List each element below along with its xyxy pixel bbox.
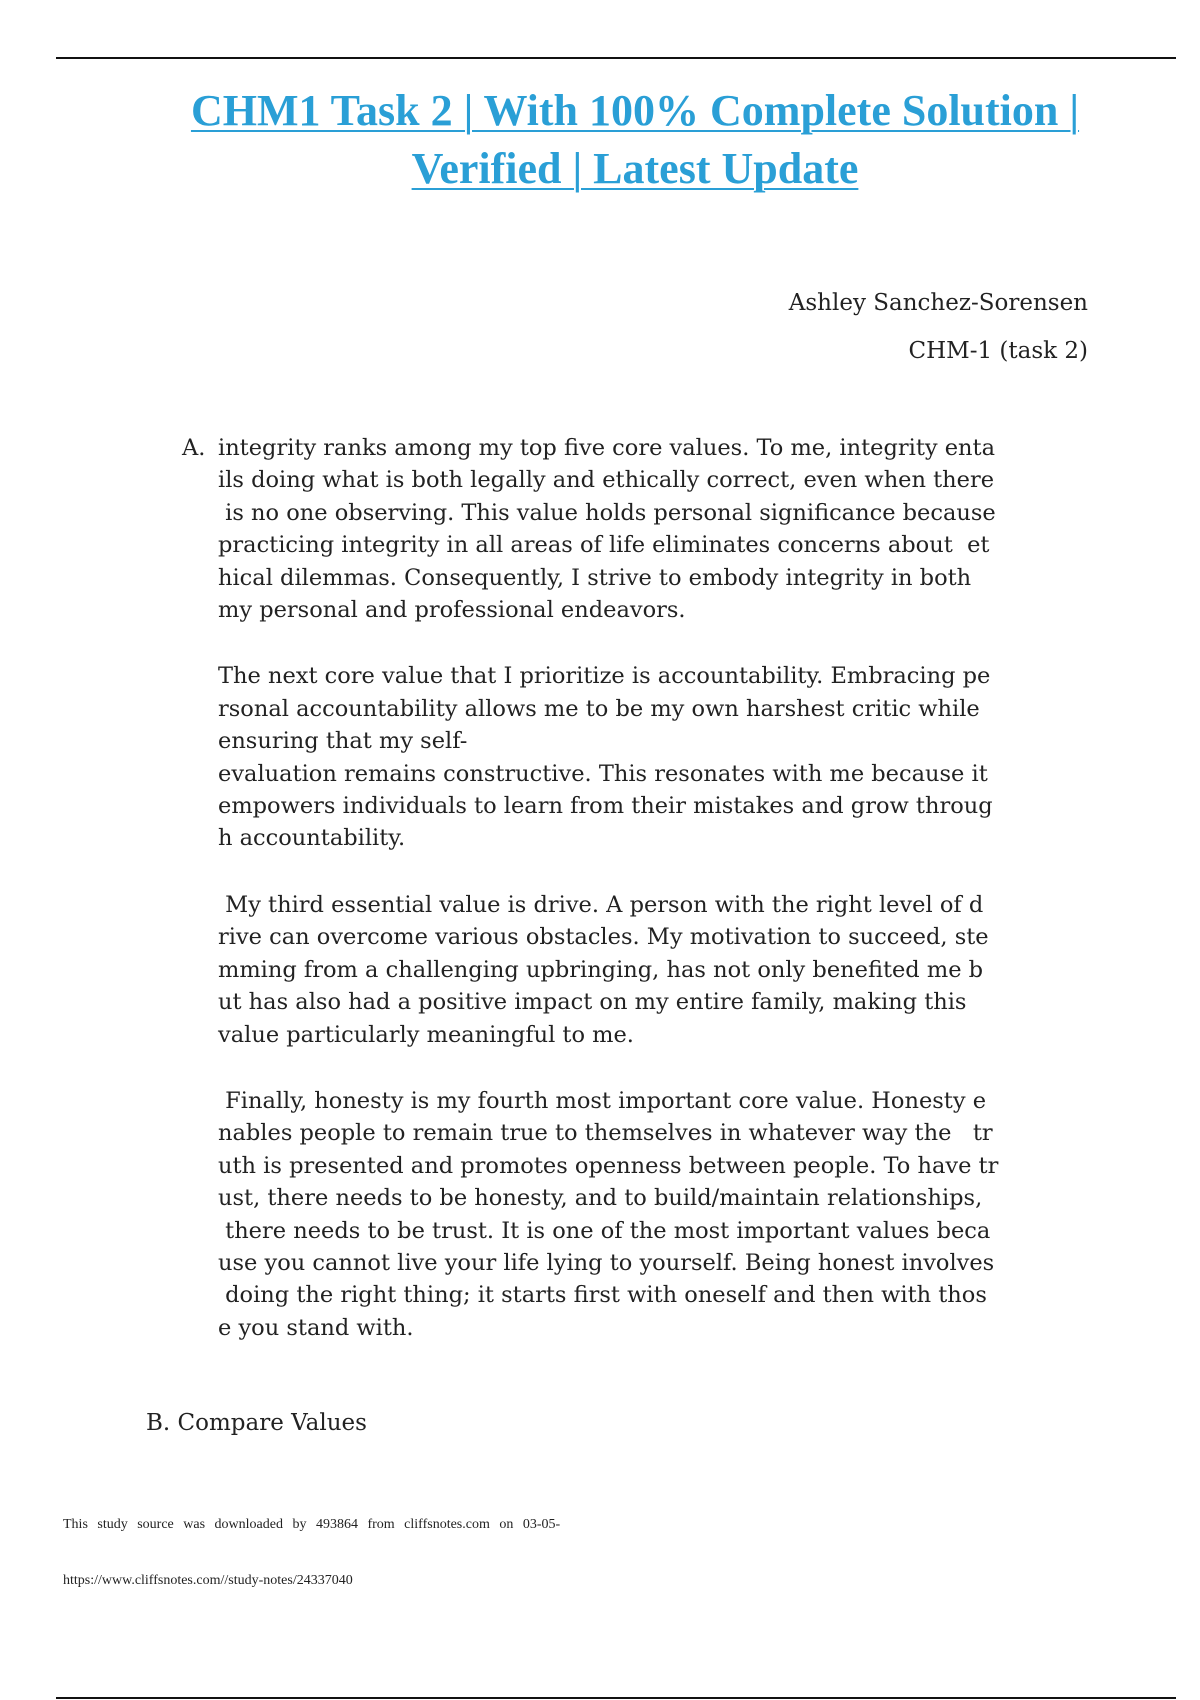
title-link-line-2[interactable]: Verified | Latest Update [411,144,859,193]
section-a-marker: A. [182,435,206,461]
text-line: nables people to remain true to themselves in whatever way the tr [218,1120,993,1147]
download-source-note: This study source was downloaded by 493864 from cliffsnotes.com on 03-05- [63,1517,561,1532]
paragraph-drive [218,889,1078,1051]
text-line: The next core value that I prioritize is accountability. Embracing pe [218,663,991,690]
course-label: CHM-1 (task 2) [908,338,1088,364]
text-line: there needs to be trust. It is one of the most important values beca [218,1217,991,1244]
section-a [182,432,1082,1378]
paragraph-honesty [218,1085,1078,1344]
text-line: Finally, honesty is my fourth most important core value. Honesty e [218,1087,987,1114]
author-name: Ashley Sanchez-Sorensen [788,290,1088,316]
text-line: doing the right thing; it starts first with oneself and then with thos [218,1282,987,1309]
text-line: rive can overcome various obstacles. My motivation to succeed, ste [218,924,989,951]
text-line: mming from a challenging upbringing, has not only benefited me b [218,956,984,983]
text-line: integrity ranks among my top five core values. To me, integrity enta [218,435,995,461]
document-title [150,82,1120,198]
text-line: h accountability. [218,825,406,852]
text-line: use you cannot live your life lying to yourself. Being honest involves [218,1249,995,1276]
text-line: hical dilemmas. Consequently, I strive to embody integrity in both [218,564,972,591]
text-line: evaluation remains constructive. This resonates with me because it [218,760,988,787]
paragraph-accountability [218,660,1078,854]
source-url[interactable]: https://www.cliffsnotes.com//study-notes/24337040 [63,1573,353,1588]
text-line: ut has also had a positive impact on my entire family, making this [218,989,967,1016]
text-line: ust, there needs to be honesty, and to build/maintain relationships, [218,1185,983,1212]
text-line: rsonal accountability allows me to be my own harshest critic while [218,695,980,722]
text-line: practicing integrity in all areas of life eliminates concerns about et [218,532,990,559]
bottom-divider [56,1697,1176,1699]
text-line: My third essential value is drive. A person with the right level of d [218,891,984,918]
paragraph-integrity [218,432,1078,626]
top-divider [56,57,1176,59]
text-line: value particularly meaningful to me. [218,1021,634,1048]
text-line: ensuring that my self- [218,728,468,755]
text-line: ils doing what is both legally and ethically correct, even when there [218,467,995,494]
text-line: empowers individuals to learn from their mistakes and grow throug [218,793,993,820]
text-line: e you stand with. [218,1314,414,1341]
section-b-heading: B. Compare Values [146,1410,367,1436]
text-line: is no one observing. This value holds personal significance because [218,499,996,526]
title-link-line-1[interactable]: CHM1 Task 2 | With 100% Complete Solution | [190,86,1080,135]
text-line: my personal and professional endeavors. [218,597,686,624]
text-line: uth is presented and promotes openness between people. To have tr [218,1152,999,1179]
